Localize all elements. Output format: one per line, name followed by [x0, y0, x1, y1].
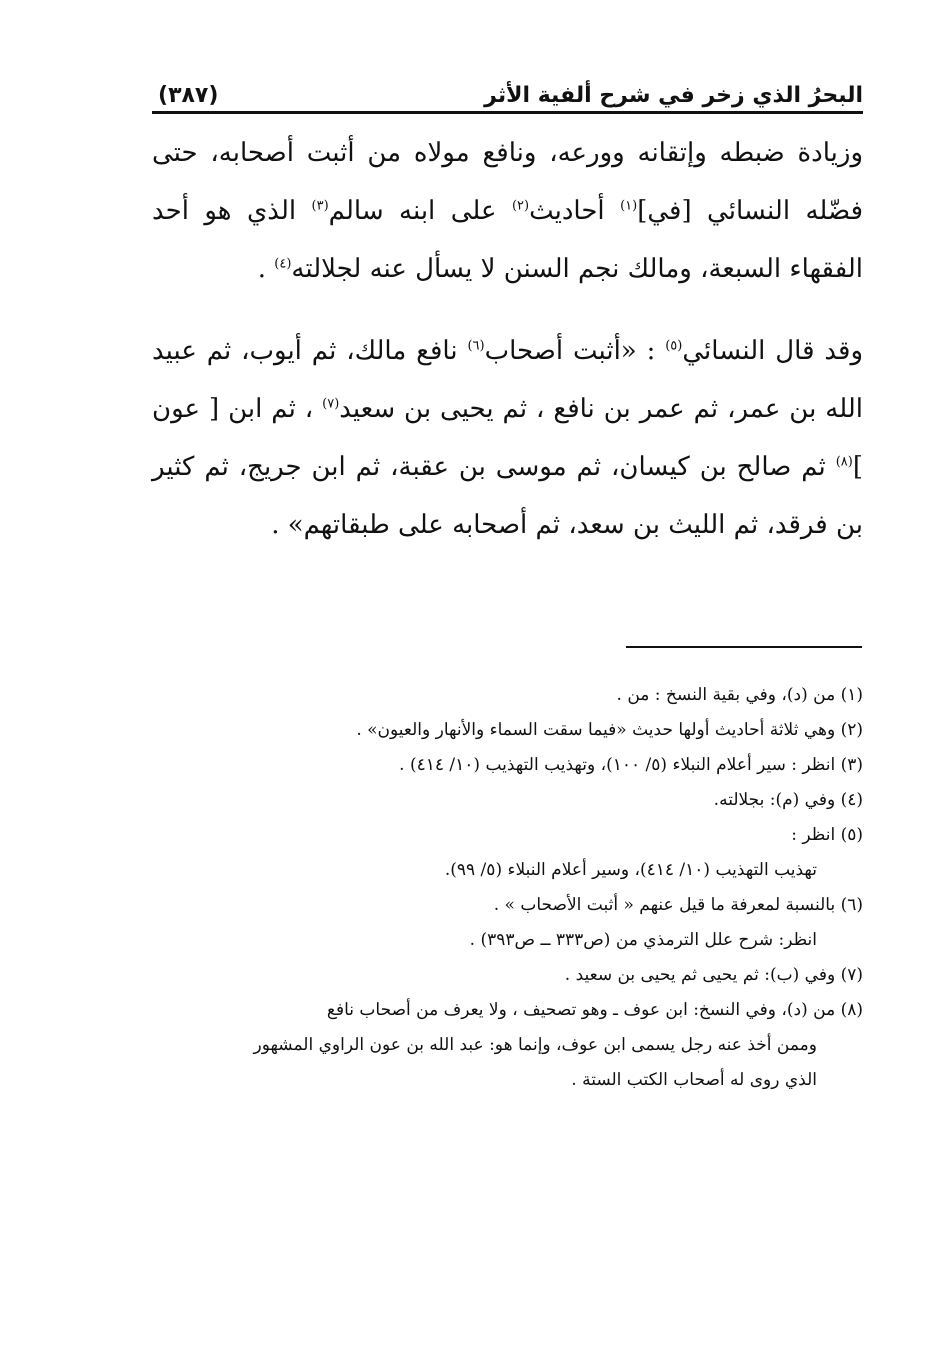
- footnote-1: (١) من (د)، وفي بقية النسخ : من .: [616, 685, 863, 705]
- footnote-5-continued: تهذيب التهذيب (١٠/ ٤١٤)، وسير أعلام النبلاء (٥/ ٩٩).: [444, 860, 817, 880]
- page-number: (٣٨٧): [158, 83, 219, 108]
- page-header: [158, 68, 863, 108]
- footnote-5: (٥) انظر :: [791, 825, 863, 845]
- footnote-4: (٤) وفي (م): بجلالته.: [713, 790, 863, 810]
- paragraph-2: وقد قال النسائي$^{(٥)}$ : «أثبت أصحاب$^{(٦)}$ نافع مالك، ثم أيوب، ثم عبيد الله بن عمر، ثم عمر بن نافع ، ثم يحيى بن سعيد$^{(٧)}$ ، ثم ابن [ عون ]$^{(٨)}$ ثم صالح بن كيسان، ثم موسى بن عقبة، ثم ابن جريج، ثم كثير بن فرقد، ثم الليث بن سعد، ثم أصحابه على طبقاتهم» .: [152, 336, 864, 540]
- footnote-ref-8: (٨): [835, 454, 853, 470]
- footnote-6-continued: انظر: شرح علل الترمذي من (ص٣٣٣ ــ ص٣٩٣) .: [469, 930, 817, 950]
- footnote-6: (٦) بالنسبة لمعرفة ما قيل عنهم « أثبت الأصحاب » .: [493, 895, 863, 915]
- footnote-2: (٢) وهي ثلاثة أحاديث أولها حديث «فيما سقت السماء والأنهار والعيون» .: [356, 720, 863, 740]
- footnote-ref-7: (٧): [322, 396, 340, 412]
- footnote-3: (٣) انظر : سير أعلام النبلاء (٥/ ١٠٠)، وتهذيب التهذيب (١٠/ ٤١٤) .: [399, 755, 863, 775]
- header-rule: [152, 111, 863, 114]
- footnote-ref-1: (١): [620, 198, 638, 214]
- footnote-ref-6: (٦): [467, 338, 485, 354]
- footnote-ref-3: (٣): [311, 198, 329, 214]
- footnote-7: (٧) وفي (ب): ثم يحيى ثم يحيى بن سعيد .: [564, 965, 863, 985]
- footnote-8-continued-2: الذي روى له أصحاب الكتب الستة .: [571, 1070, 817, 1090]
- footnote-ref-5: (٥): [665, 338, 683, 354]
- main-text: [152, 124, 863, 554]
- footnote-ref-2: (٢): [511, 198, 530, 214]
- running-title: البحرُ الذي زخر في شرح ألفية الأثر: [484, 83, 863, 108]
- footnotes: [152, 678, 863, 1098]
- footnote-8-continued: وممن أخذ عنه رجل يسمى ابن عوف، وإنما هو: عبد الله بن عون الراوي المشهور: [253, 1035, 817, 1055]
- footnote-separator: [626, 646, 862, 648]
- footnote-8: (٨) من (د)، وفي النسخ: ابن عوف ـ وهو تصحيف ، ولا يعرف من أصحاب نافع: [326, 1000, 863, 1020]
- footnote-ref-4: (٤): [274, 256, 292, 272]
- paragraph-1: وزيادة ضبطه وإتقانه وورعه، ونافع مولاه من أثبت أصحابه، حتى فضّله النسائي [في]$^{(١)}$ أحاديث$^{(٢)}$ على ابنه سالم$^{(٣)}$ الذي هو أحد الفقهاء السبعة، ومالك نجم السنن لا يسأل عنه لجلالته$^{(٤)}$ .: [152, 138, 864, 284]
